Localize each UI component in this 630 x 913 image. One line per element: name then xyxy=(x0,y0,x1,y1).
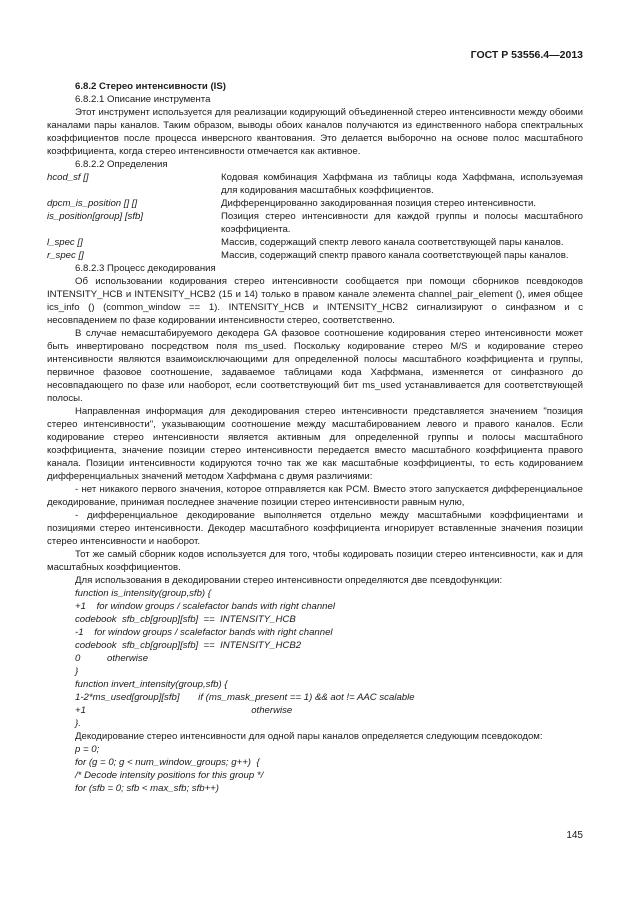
paragraph: - дифференциальное декодирование выполняется отдельно между масштабными коэффициентами и позициями стерео интенсивности. Декодер масштабного коэффициента игнорирует вставленные значения позиции стерео интенсивности и наоборот. xyxy=(47,510,583,547)
definition-term: dpcm_is_position [] [] xyxy=(47,198,138,209)
definition-term: r_spec [] xyxy=(47,250,84,261)
code-line: function invert_intensity(group,sfb) { xyxy=(75,679,228,690)
definition-term: hcod_sf [] xyxy=(47,172,89,183)
paragraph: - нет никакого первого значения, которое отправляется как PCM. Вместо этого запускается дифференциальное декодирование, принимая последнее значение позиции стерео интенсивности равным нулю, xyxy=(47,484,583,508)
paragraph: В случае немасштабируемого декодера GA фазовое соотношение кодирования стерео интенсивности может быть инвертировано посредством поля ms_used. Поскольку кодирование стерео M/S и кодирование стерео интенсивности являются взаимоисключающими для определенной полосы масштабного коэффициента и группы, первичное фазовое соотношение, задаваемое таблицами кода Хаффмана, изменяется от синфазного до несовпадающего по фазе или наоборот, если соответствующий бит ms_used устанавливается для соответствующей полосы. xyxy=(47,328,583,404)
pseudocode-block xyxy=(47,587,583,730)
definition-text: Массив, содержащий спектр левого канала соответствующей пары каналов. xyxy=(221,237,564,248)
code-line: }. xyxy=(75,718,81,729)
paragraph: Этот инструмент используется для реализации кодирующий объединенной стерео интенсивности между обоими каналами пары каналов. Таким образом, выводы обоих каналов получаются из единственного набора спектральных коэффициентов после процесса инверсного квантования. Это делается выборочно на основе полос масштабного коэффициента, когда стерео интенсивности отмечается как активное. xyxy=(47,107,583,157)
definition-term: l_spec [] xyxy=(47,237,83,248)
paragraph: Декодирование стерео интенсивности для одной пары каналов определяется следующим псевдокодом: xyxy=(75,731,543,742)
paragraph: Направленная информация для декодирования стерео интенсивности представляется значением "позиция стерео интенсивности", указывающим соотношение между масштабированием левого и правого каналов. Если кодирование стерео интенсивности является активным для определенной группы и полосы масштабного коэффициента, значение позиции стерео интенсивности передается вместо масштабного коэффициента правого канала. Позиции интенсивности кодируются точно так же как масштабные коэффициенты, то есть кодированием дифференциальных значений методом Хаффмана с двумя различиями: xyxy=(47,406,583,482)
code-line: codebook sfb_cb[group][sfb] == INTENSITY_HCB xyxy=(75,614,296,625)
definition-row xyxy=(47,171,583,197)
definition-row xyxy=(47,236,583,249)
code-line: -1 for window groups / scalefactor bands with right channel xyxy=(75,627,333,638)
pseudocode-block xyxy=(47,743,583,795)
definition-term: is_position[group] [sfb] xyxy=(47,211,143,222)
code-line: for (sfb = 0; sfb < max_sfb; sfb++) xyxy=(75,783,219,794)
code-line: +1 otherwise xyxy=(75,705,293,716)
code-line: 0 otherwise xyxy=(75,653,149,664)
code-line: codebook sfb_cb[group][sfb] == INTENSITY_HCB2 xyxy=(75,640,302,651)
code-line: p = 0; xyxy=(75,744,100,755)
code-line: +1 for window groups / scalefactor bands with right channel xyxy=(75,601,335,612)
subsection-6-8-2-2: 6.8.2.2 Определения xyxy=(75,159,168,170)
definition-text: Кодовая комбинация Хаффмана из таблицы кода Хаффмана, используемая для кодирования масштабных коэффициентов. xyxy=(221,172,583,196)
section-title-6-8-2: 6.8.2 Стерео интенсивности (IS) xyxy=(75,81,226,92)
definition-text: Массив, содержащий спектр правого канала соответствующей пары каналов. xyxy=(221,250,569,261)
paragraph: Для использования в декодировании стерео интенсивности определяются две псевдофункции: xyxy=(75,575,503,586)
definition-row xyxy=(47,249,583,262)
code-line: 1-2*ms_used[group][sfb] if (ms_mask_present == 1) && aot != AAC scalable xyxy=(75,692,415,703)
definition-text: Дифференцированно закодированная позиция стерео интенсивности. xyxy=(221,198,536,209)
code-line: function is_intensity(group,sfb) { xyxy=(75,588,211,599)
definition-row xyxy=(47,197,583,210)
page-number: 145 xyxy=(566,830,583,841)
code-line: } xyxy=(75,666,79,677)
paragraph: Тот же самый сборник кодов используется для того, чтобы кодировать позиции стерео интенсивности, как и для масштабных коэффициентов. xyxy=(47,549,583,573)
subsection-6-8-2-3: 6.8.2.3 Процесс декодирования xyxy=(75,263,216,274)
page-content xyxy=(47,80,583,795)
standard-header: ГОСТ Р 53556.4—2013 xyxy=(470,49,583,61)
subsection-6-8-2-1: 6.8.2.1 Описание инструмента xyxy=(75,94,211,105)
code-line: for (g = 0; g < num_window_groups; g++) { xyxy=(75,757,260,768)
paragraph: Об использовании кодирования стерео интенсивности сообщается при помощи сборников псевдокодов INTENSITY_HCB и INTENSITY_HCB2 (15 и 14) только в правом канале элемента channel_pair_element (), имея общее ics_info () (common_window == 1). INTENSITY_HCB и INTENSITY_HCB2 сигнализируют о синфазном и с несовпадением по фазе кодировании интенсивности стерео, соответственно. xyxy=(47,276,583,326)
definition-row xyxy=(47,210,583,236)
definition-text: Позиция стерео интенсивности для каждой группы и полосы масштабного коэффициента. xyxy=(221,211,583,235)
code-line: /* Decode intensity positions for this group */ xyxy=(75,770,264,781)
